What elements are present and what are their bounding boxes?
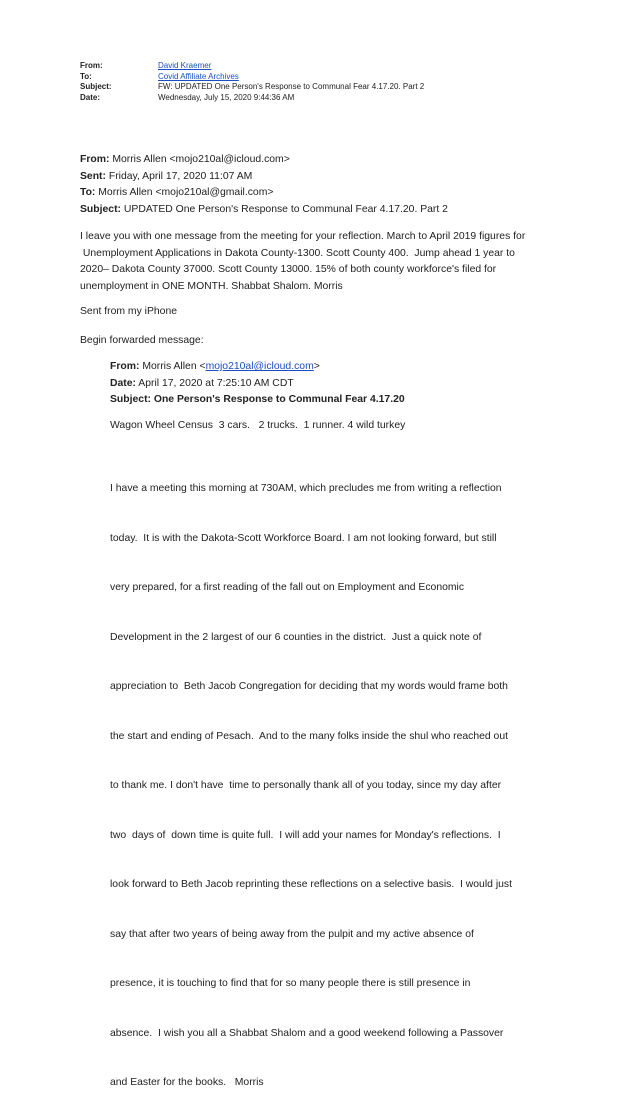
fwd-body-line: today. It is with the Dakota-Scott Workforce Board. I am not looking forward, but still <box>110 532 497 544</box>
header-subject-value: FW: UPDATED One Person's Response to Communal Fear 4.17.20. Part 2 <box>158 82 425 91</box>
message-body-line: 2020– Dakota County 37000. Scott County 13000. 15% of both county workforce's filed for <box>80 264 497 275</box>
header-date-label: Date: <box>80 92 101 102</box>
header-subject-row <box>80 82 424 93</box>
forward-intro: Begin forwarded message: <box>80 335 204 346</box>
fwd-body-line: look forward to Beth Jacob reprinting these reflections on a selective basis. I would just <box>110 879 512 890</box>
message-from-label: From: <box>80 154 110 165</box>
message-to-value: Morris Allen <mojo210al@gmail.com> <box>95 187 274 198</box>
fwd-body-line: appreciation to Beth Jacob Congregation for deciding that my words would frame both <box>110 681 508 692</box>
header-to-row <box>80 72 424 83</box>
fwd-subject-label: Subject: One Person's Response to Communal Fear 4.17.20 <box>110 394 405 405</box>
wagon-wheel-census: Wagon Wheel Census 3 cars. 2 trucks. 1 runner. 4 wild turkey <box>110 420 406 431</box>
fwd-body-line: absence. I wish you all a Shabbat Shalom and a good weekend following a Passover <box>110 1027 504 1039</box>
header-date-value: Wednesday, July 15, 2020 9:44:36 AM <box>158 92 295 102</box>
header-from-link[interactable]: David Kraemer <box>158 61 212 70</box>
fwd-subject-row <box>110 392 550 409</box>
message-body-line: unemployment in ONE MONTH. Shabbat Shalom. Morris <box>80 280 343 292</box>
header-from-label: From: <box>80 61 103 70</box>
fwd-body-line: Development in the 2 largest of our 6 counties in the district. Just a quick note of <box>110 631 482 643</box>
fwd-date-row <box>110 376 550 393</box>
forwarded-meta <box>110 359 550 409</box>
message-body-line: Unemployment Applications in Dakota County-1300. Scott County 400. Jump ahead 1 year to <box>80 247 515 259</box>
message-from-value: Morris Allen <mojo210al@icloud.com> <box>109 154 290 165</box>
header-subject-label: Subject: <box>80 82 112 91</box>
message-meta <box>80 152 550 218</box>
header-to-link[interactable]: Covid Affiliate Archives <box>158 71 239 81</box>
header-date-row <box>80 93 424 104</box>
header-from-row <box>80 61 424 72</box>
message-to-row <box>80 185 550 202</box>
message-subject-label: Subject: <box>80 203 121 215</box>
email-header <box>80 61 424 103</box>
message-body-line: I leave you with one message from the meeting for your reflection. March to April 2019 figures for <box>80 231 526 242</box>
header-from-value <box>158 61 211 72</box>
fwd-body-line: presence, it is touching to find that for so many people there is still presence in <box>110 978 471 989</box>
fwd-from-row <box>110 359 550 376</box>
message-subject-row <box>80 202 550 219</box>
fwd-body-line: to thank me. I don't have time to personally thank all of you today, since my day after <box>110 780 502 791</box>
message-to-label: To: <box>80 187 96 198</box>
fwd-from-close: > <box>313 361 320 372</box>
header-to-value <box>158 72 239 83</box>
fwd-from-name: Morris Allen < <box>139 361 206 372</box>
fwd-from-email-link[interactable]: mojo210al@icloud.com <box>205 361 314 372</box>
message-body <box>80 229 525 295</box>
fwd-from-label: From: <box>110 361 140 372</box>
message-sent-label: Sent: <box>80 170 106 182</box>
message-sent-value: Friday, April 17, 2020 11:07 AM <box>105 170 253 182</box>
message-sent-row <box>80 169 550 186</box>
fwd-body-line: two days of down time is quite full. I will add your names for Monday's reflections. I <box>110 829 501 841</box>
fwd-body-line: and Easter for the books. Morris <box>110 1077 264 1088</box>
fwd-body-line: I have a meeting this morning at 730AM, which precludes me from writing a reflection <box>110 483 502 494</box>
fwd-date-value: April 17, 2020 at 7:25:10 AM CDT <box>135 377 294 389</box>
fwd-date-label: Date: <box>110 377 136 389</box>
fwd-body-line: say that after two years of being away from the pulpit and my active absence of <box>110 928 474 940</box>
message-subject-value: UPDATED One Person's Response to Communal Fear 4.17.20. Part 2 <box>121 203 448 215</box>
fwd-body-line: the start and ending of Pesach. And to the many folks inside the shul who reached out <box>110 730 508 742</box>
forwarded-body <box>110 448 550 1108</box>
fwd-body-line: very prepared, for a first reading of the fall out on Employment and Economic <box>110 582 465 593</box>
message-from-row <box>80 152 550 169</box>
header-to-label: To: <box>80 71 92 81</box>
signature-text: Sent from my iPhone <box>80 306 178 317</box>
